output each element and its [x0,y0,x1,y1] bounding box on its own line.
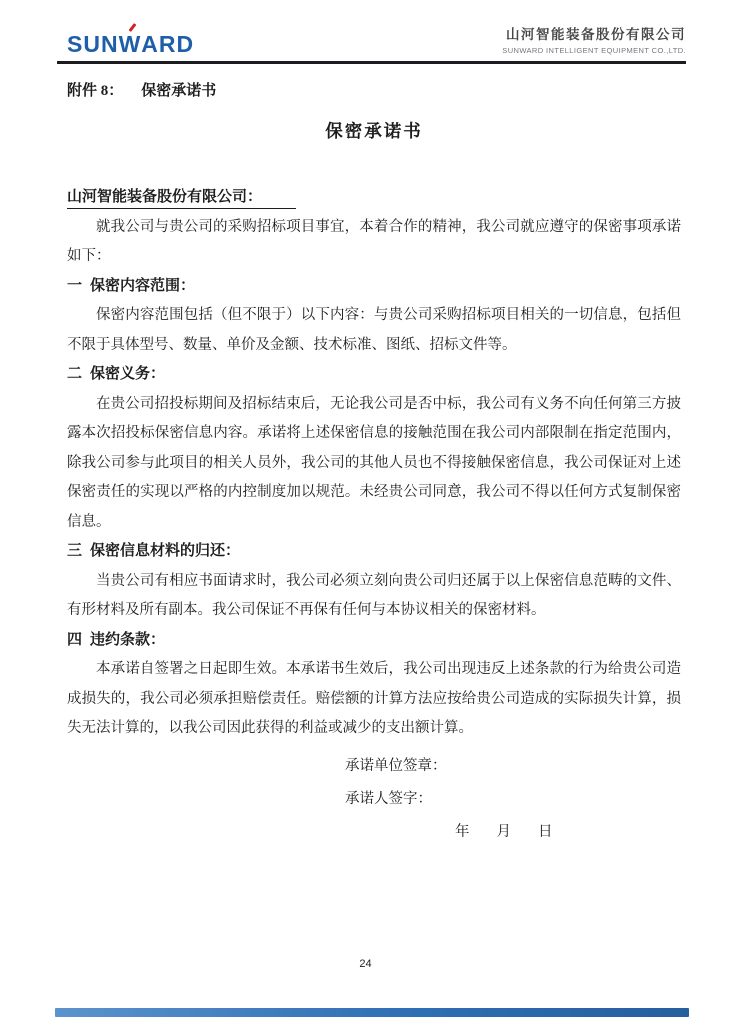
date-day-label: 日 [538,823,553,840]
page-number: 24 [359,958,372,970]
date-year-label: 年 [455,823,470,840]
page-title: 保密承诺书 [325,120,423,141]
logo-text-part1: SUN [67,31,119,58]
signer-label: 承诺人签字： [345,790,432,807]
intro-paragraph: 就我公司与贵公司的采购招标项目事宜，本着合作的精神，我公司就应遵守的保密事项承诺如下： [67,218,681,265]
attachment-label: 附件 8： [67,83,124,100]
section-2-number: 二 [67,366,83,383]
document-content [67,77,681,848]
section-3-number: 三 [67,543,83,560]
page-header [57,27,686,64]
attachment-title: 保密承诺书 [141,83,217,100]
logo-text-part2: ARD [141,31,195,58]
date-month-label: 月 [496,823,511,840]
company-name-block [502,27,686,56]
section-3-body: 当贵公司有相应书面请求时，我公司必须立刻向贵公司归还属于以上保密信息范畴的文件、有形材料及所有副本。我公司保证不再保有任何与本协议相关的保密材料。 [67,572,681,619]
unit-seal-label: 承诺单位签章： [345,757,447,774]
section-2-body: 在贵公司招投标期间及招标结束后，无论我公司是否中标，我公司有义务不向任何第三方披露本次招投标保密信息内容。承诺将上述保密信息的接触范围在我公司内部限制在指定范围内，除我公司参与此项目的相关人员外，我公司的其他人员也不得接触保密信息，我公司保证对上述保密责任的实现以严格的内控制度加以规范。未经贵公司同意，我公司不得以任何方式复制保密信息。 [67,395,681,530]
sunward-logo [57,33,194,56]
company-name-english: SUNWARD INTELLIGENT EQUIPMENT CO.,LTD. [502,45,686,55]
date-line [455,816,681,848]
section-4-heading: 四 违约条款： [67,631,166,648]
logo-letter-w: W [119,33,142,56]
signature-block [345,750,681,848]
section-4-body: 本承诺自签署之日起即生效。本承诺书生效后，我公司出现违反上述条款的行为给贵公司造成损失的，我公司必须承担赔偿责任。赔偿额的计算方法应按给贵公司造成的实际损失计算，损失无法计算的，以我公司因此获得的利益或减少的支出额计算。 [67,661,681,737]
section-1-heading: 一 保密内容范围： [67,277,196,294]
footer-bar [55,1008,689,1017]
section-2-heading: 二 保密义务： [67,366,166,383]
attachment-heading [67,77,681,107]
section-1-number: 一 [67,277,83,294]
salutation-text: 山河智能装备股份有限公司： [67,186,296,209]
section-4-number: 四 [67,631,83,648]
section-3-heading: 三 保密信息材料的归还： [67,543,241,560]
salutation-line [67,183,681,213]
section-1-body: 保密内容范围包括（但不限于）以下内容：与贵公司采购招标项目相关的一切信息，包括但不限于具体型号、数量、单价及金额、技术标准、图纸、招标文件等。 [67,307,681,353]
company-name-chinese: 山河智能装备股份有限公司 [506,27,686,42]
